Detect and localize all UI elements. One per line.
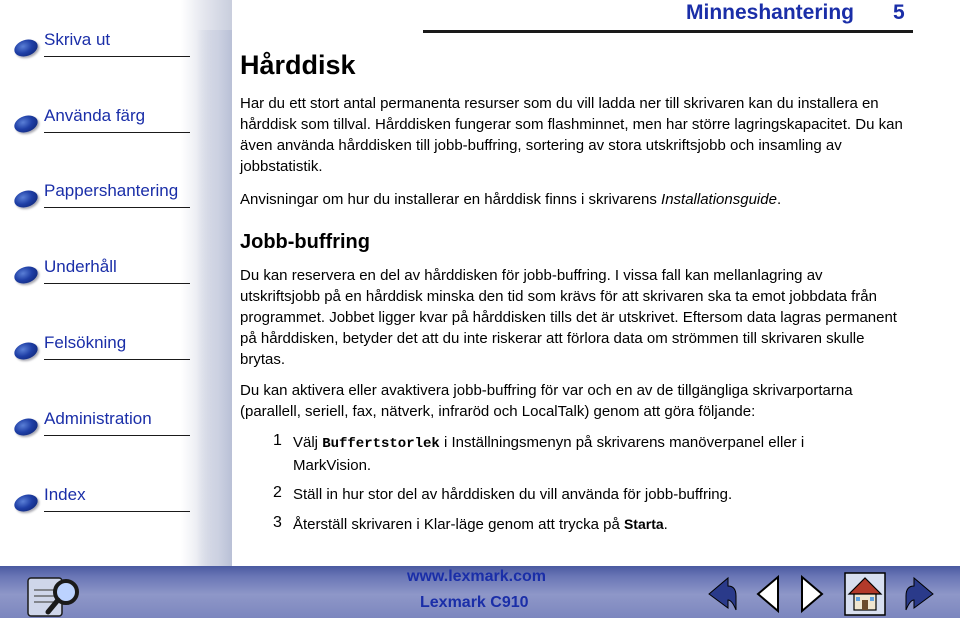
step-text: Ställ in hur stor del av hårddisken du vill använda för jobb-buffring.	[293, 486, 733, 503]
page-title: Hårddisk	[240, 50, 356, 80]
install-text: Anvisningar om hur du installerar en hårddisk finns i skrivarens	[240, 191, 662, 208]
sidebar-item-underline	[44, 283, 190, 284]
sidebar	[0, 0, 232, 570]
step-number: 1	[273, 432, 282, 449]
sidebar-item-underline	[44, 435, 190, 436]
search-icon[interactable]	[26, 572, 84, 618]
sidebar-item-administration[interactable]	[10, 405, 185, 445]
sidebar-item-underline	[44, 511, 190, 512]
home-icon[interactable]	[844, 572, 886, 616]
activate-paragraph: Du kan aktivera eller avaktivera jobb-buffring för var och en av de tillgängliga skrivarportarna (parallell, seriell, fax, nätverk, infraröd och LocalTalk) genom att göra följande:	[240, 382, 853, 420]
sidebar-item-underline	[44, 207, 190, 208]
footer-bar	[0, 566, 960, 618]
sidebar-item-pappershantering[interactable]	[10, 177, 185, 217]
website-link[interactable]: www.lexmark.com	[407, 568, 547, 585]
step-text	[293, 432, 863, 476]
step-prefix: Välj	[293, 434, 323, 451]
back-icon[interactable]	[706, 574, 738, 614]
buffer-paragraph: Du kan reservera en del av hårddisken för jobb-buffring. I vissa fall kan mellanlagring av utskriftsjobb på en hårddisk minska den tid som krävs för att skrivaren ska ta emot jobbdata från programmet. Jobbet ligger kvar på hårddisken tills det är utskrivet. Eftersom data lagras permanent på hårddisken, betyder det att du inte riskerar att förlora data om strömmen till skrivaren skulle brytas.	[240, 267, 897, 368]
menu-option-code: Buffertstorlek	[322, 436, 440, 452]
step-text	[293, 514, 863, 535]
sidebar-item-index[interactable]	[10, 481, 185, 521]
sidebar-item-skriva-ut[interactable]	[10, 26, 185, 66]
install-paragraph	[240, 189, 906, 210]
header-divider	[423, 30, 913, 33]
sidebar-item-felsokning[interactable]	[10, 329, 185, 369]
bullet-icon	[12, 340, 40, 363]
install-suffix: .	[776, 191, 782, 208]
sidebar-item-label: Administration	[44, 409, 152, 428]
bullet-icon	[12, 492, 40, 515]
section-title: Minneshantering	[686, 1, 855, 24]
sidebar-item-label: Underhåll	[44, 257, 117, 276]
next-page-icon[interactable]	[800, 574, 824, 614]
step-prefix: Återställ skrivaren i Klar-läge genom att trycka på	[293, 516, 624, 533]
step-suffix: i Inställningsmenyn på skrivarens manöverpanel eller i MarkVision.	[293, 434, 805, 474]
sidebar-item-underline	[44, 359, 190, 360]
page-number: 5	[893, 1, 905, 24]
sidebar-item-label: Index	[44, 485, 86, 504]
step-number: 3	[273, 514, 282, 531]
next-icon[interactable]	[904, 574, 936, 614]
step-suffix: .	[663, 516, 668, 533]
sidebar-item-underhall[interactable]	[10, 253, 185, 293]
bullet-icon	[12, 37, 40, 60]
bullet-icon	[12, 416, 40, 439]
sidebar-shadow	[196, 30, 232, 570]
sidebar-item-underline	[44, 56, 190, 57]
sidebar-item-label: Felsökning	[44, 333, 127, 352]
sidebar-item-label: Pappershantering	[44, 181, 179, 200]
sidebar-item-label: Använda färg	[44, 106, 146, 125]
bullet-icon	[12, 188, 40, 211]
intro-paragraph: Har du ett stort antal permanenta resurser som du vill ladda ner till skrivaren kan du installera en hårddisk som tillval. Hårddisken fungerar som flashminnet, men har större lagringskapacitet. Du kan även använda hårddisken till jobb-buffring, sortering av stora utskriftsjobb och insamling av jobbstatistik.	[240, 95, 903, 175]
model-name: Lexmark C910	[420, 594, 529, 611]
installation-guide-reference: Installationsguide	[661, 191, 777, 208]
sidebar-item-underline	[44, 132, 190, 133]
button-name: Starta	[623, 516, 664, 532]
section-heading: Jobb-buffring	[240, 231, 370, 253]
step-number: 2	[273, 484, 282, 501]
sidebar-item-label: Skriva ut	[44, 30, 111, 49]
sidebar-item-anvanda-farg[interactable]	[10, 102, 185, 142]
previous-page-icon[interactable]	[756, 574, 780, 614]
bullet-icon	[12, 264, 40, 287]
bullet-icon	[12, 113, 40, 136]
